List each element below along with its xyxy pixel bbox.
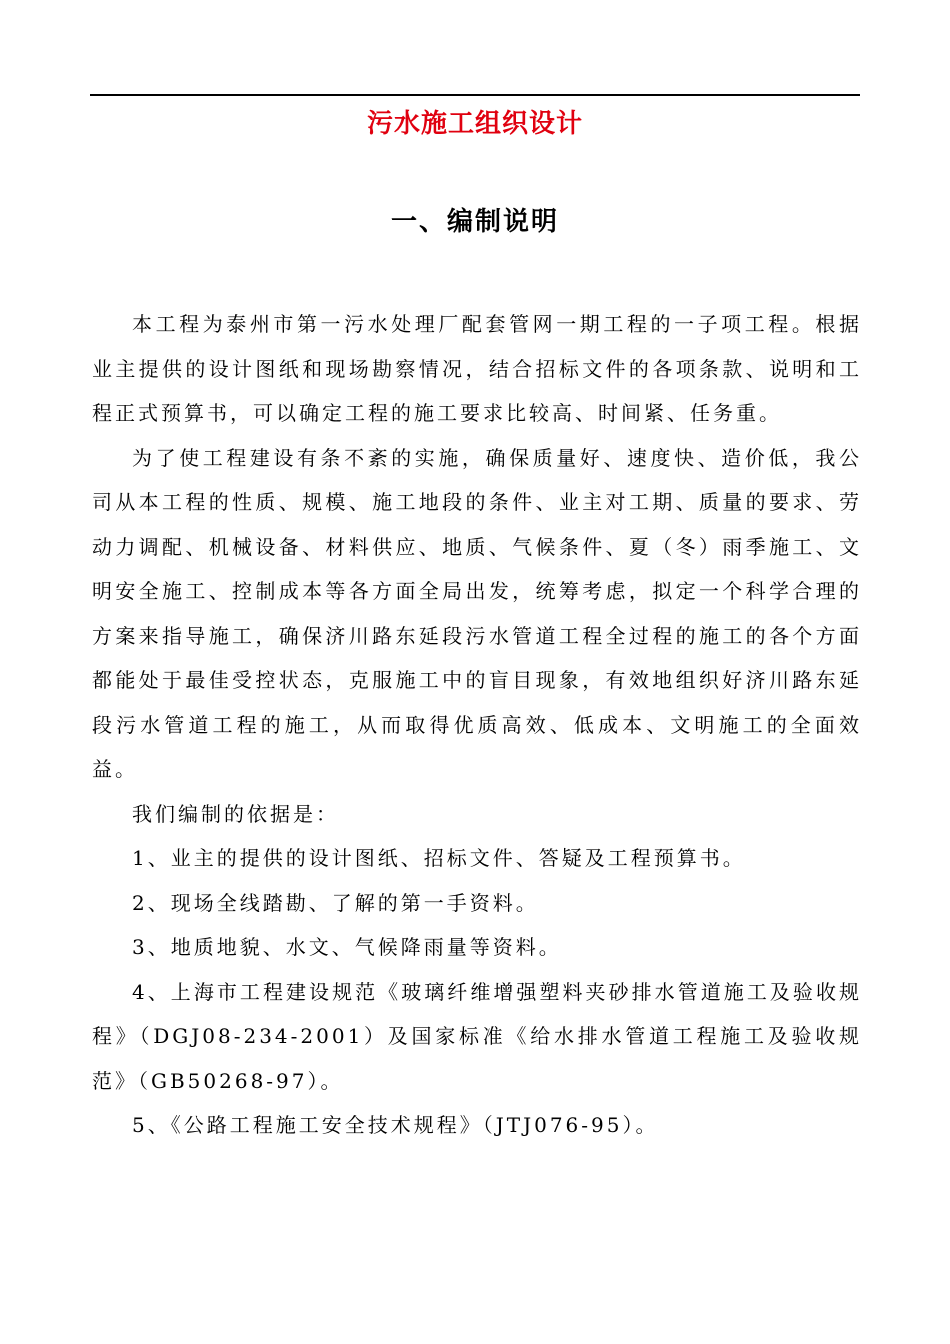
document-title: 污水施工组织设计 — [366, 109, 583, 139]
paragraph-planning-approach: 为了使工程建设有条不紊的实施，确保质量好、速度快、造价低，我公司从本工程的性质、规模、施工地段的条件、业主对工期、质量的要求、劳动力调配、机械设备、材料供应、地质、气候条件、夏（冬）雨季施工、文明安全施工、控制成本等各方面全局出发，统筹考虑，拟定一个科学合理的方案来指导施工，确保济川路东延段污水管道工程全过程的施工的各个方面都能处于最佳受控状态，克服施工中的盲目现象，有效地组织好济川路东延段污水管道工程的施工，从而取得优质高效、低成本、文明施工的全面效益。 — [92, 445, 862, 781]
basis-item: 2、现场全线踏勘、了解的第一手资料。 — [132, 890, 539, 915]
paragraph-project-overview: 本工程为泰州市第一污水处理厂配套管网一期工程的一子项工程。根据业主提供的设计图纸和现场勘察情况，结合招标文件的各项条款、说明和工程正式预算书，可以确定工程的施工要求比较高、时间紧、任务重。 — [92, 312, 862, 425]
section-heading: 一、编制说明 — [390, 207, 559, 237]
paragraph-basis-intro: 我们编制的依据是： — [132, 801, 339, 826]
document-body — [92, 302, 862, 1148]
basis-item: 4、上海市工程建设规范《玻璃纤维增强塑料夹砂排水管道施工及验收规程》（DGJ08-234-2001）及国家标准《给水排水管道工程施工及验收规范》（GB50268-97）。 — [92, 979, 862, 1093]
header-rule — [90, 94, 860, 96]
basis-item: 5、《公路工程施工安全技术规程》（JTJ076-95）。 — [132, 1113, 659, 1137]
basis-item: 1、业主的提供的设计图纸、招标文件、答疑及工程预算书。 — [132, 846, 746, 870]
basis-item: 3、地质地貌、水文、气候降雨量等资料。 — [132, 935, 562, 959]
